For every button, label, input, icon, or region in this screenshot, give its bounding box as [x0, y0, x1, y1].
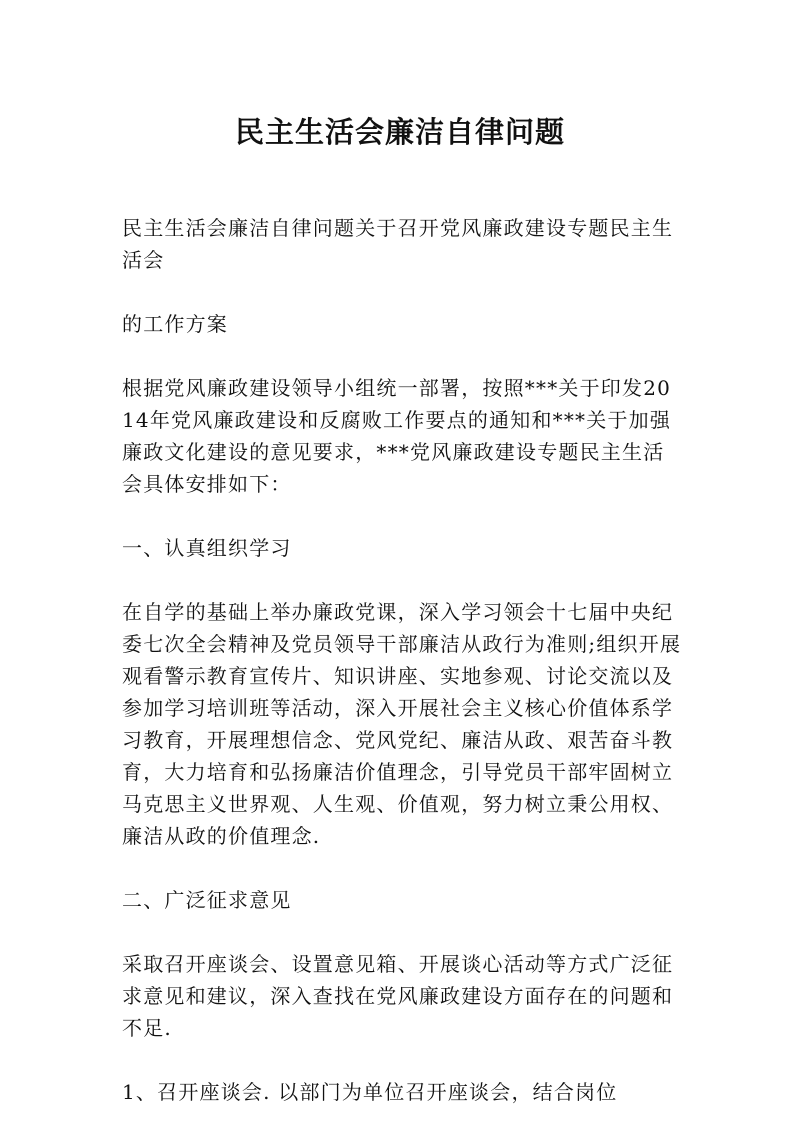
paragraph-opinions-content: 采取召开座谈会、设置意见箱、开展谈心活动等方式广泛征求意见和建议，深入查找在党风廉政建设方面存在的问题和不足. [122, 952, 674, 1040]
paragraph-study-content: 在自学的基础上举办廉政党课，深入学习领会十七届中央纪委七次全会精神及党员领导干部廉洁从政行为准则;组织开展观看警示教育宣传片、知识讲座、实地参观、讨论交流以及参加学习培训班等活动，深入开展社会主义核心价值体系学习教育，开展理想信念、党风党纪、廉洁从政、艰苦奋斗教育，大力培育和弘扬廉洁价值理念，引导党员干部牢固树立马克思主义世界观、人生观、价值观，努力树立秉公用权、廉洁从政的价值理念. [122, 600, 682, 848]
paragraph-item-1: 1、召开座谈会. 以部门为单位召开座谈会，结合岗位 [122, 1080, 618, 1104]
document-title: 民主生活会廉洁自律问题 [234, 115, 565, 149]
paragraph-intro-heading: 民主生活会廉洁自律问题关于召开党风廉政建设专题民主生活会 [122, 216, 674, 272]
paragraph-plan-label: 的工作方案 [122, 312, 228, 336]
section-heading-study: 一、认真组织学习 [122, 536, 292, 560]
paragraph-arrangement: 根据党风廉政建设领导小组统一部署，按照***关于印发2014年党风廉政建设和反腐败工作要点的通知和***关于加强廉政文化建设的意见要求，***党风廉政建设专题民主生活会具体安排如下： [122, 376, 672, 496]
document-body [122, 212, 682, 1140]
section-heading-opinions: 二、广泛征求意见 [122, 888, 292, 912]
